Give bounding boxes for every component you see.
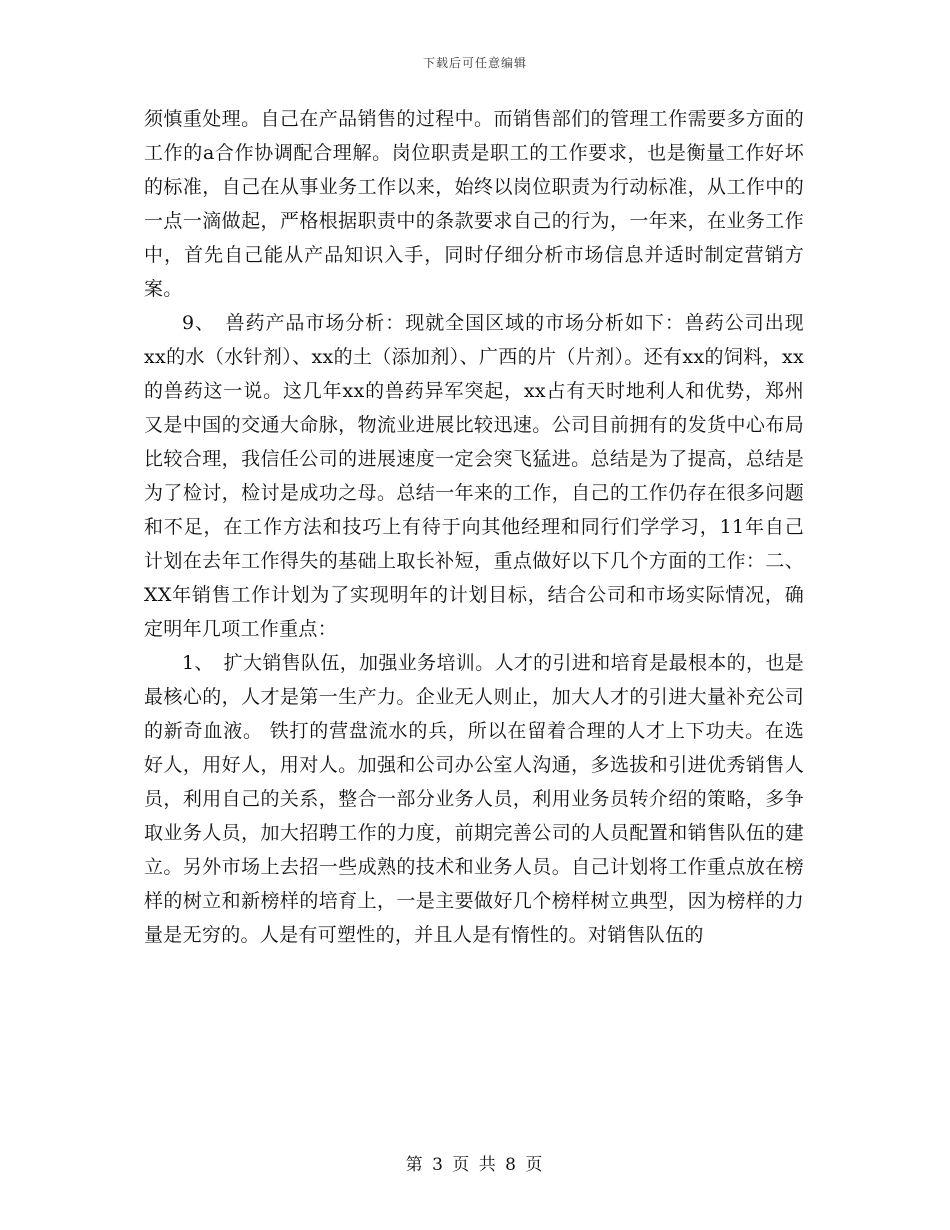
page-header: 下载后可任意编辑 [422, 56, 527, 70]
paragraph-continuation: 须慎重处理。自己在产品销售的过程中。而销售部们的管理工作需要多方面的工作的a合作协调配合理解。岗位职责是职工的工作要求，也是衡量工作好坏的标准，自己在从事业务工作以来，始终以岗位职责为行动标准，从工作中的一点一滴做起，严格根据职责中的条款要求自己的行为，一年来，在业务工作中，首先自己能从产品知识入手，同时仔细分析市场信息并适时制定营销方案。 [144, 108, 804, 300]
paragraph-sales-team: 1、 扩大销售队伍，加强业务培训。人才的引进和培育是最根本的，也是最核心的，人才是第一生产力。企业无人则止，加大人才的引进大量补充公司的新奇血液。 铁打的营盘流水的兵，所以在留着合理的人才上下功夫。在选好人，用好人，用对人。加强和公司办公室人沟通，多选拔和引进优秀销售人员，利用自己的关系，整合一部分业务人员，利用业务员转介绍的策略，多争取业务人员，加大招聘工作的力度，前期完善公司的人员配置和销售队伍的建立。另外市场上去招一些成熟的技术和业务人员。自己计划将工作重点放在榜样的树立和新榜样的培育上，一是主要做好几个榜样树立典型，因为榜样的力量是无穷的。人是有可塑性的，并且人是有惰性的。对销售队伍的 [144, 652, 804, 946]
page-number-footer: 第 3 页 共 8 页 [405, 1155, 545, 1175]
document-body [144, 102, 804, 952]
paragraph-market-analysis: 9、 兽药产品市场分析：现就全国区域的市场分析如下：兽药公司出现 xx的水（水针剂）、xx的土（添加剂）、广西的片（片剂）。还有xx的饲料，xx的兽药这一说。这几年xx的兽药异军突起，xx占有天时地利人和优势，郑州又是中国的交通大命脉，物流业进展比较迅速。公司目前拥有的发货中心布局比较合理，我信任公司的进展速度一定会突飞猛进。总结是为了提高，总结是为了检讨，检讨是成功之母。总结一年来的工作，自己的工作仍存在很多问题和不足，在工作方法和技巧上有待于向其他经理和同行们学学习，11年自己计划在去年工作得失的基础上取长补短，重点做好以下几个方面的工作：二、XX年销售工作计划为了实现明年的计划目标，结合公司和市场实际情况，确定明年几项工作重点： [144, 312, 804, 640]
